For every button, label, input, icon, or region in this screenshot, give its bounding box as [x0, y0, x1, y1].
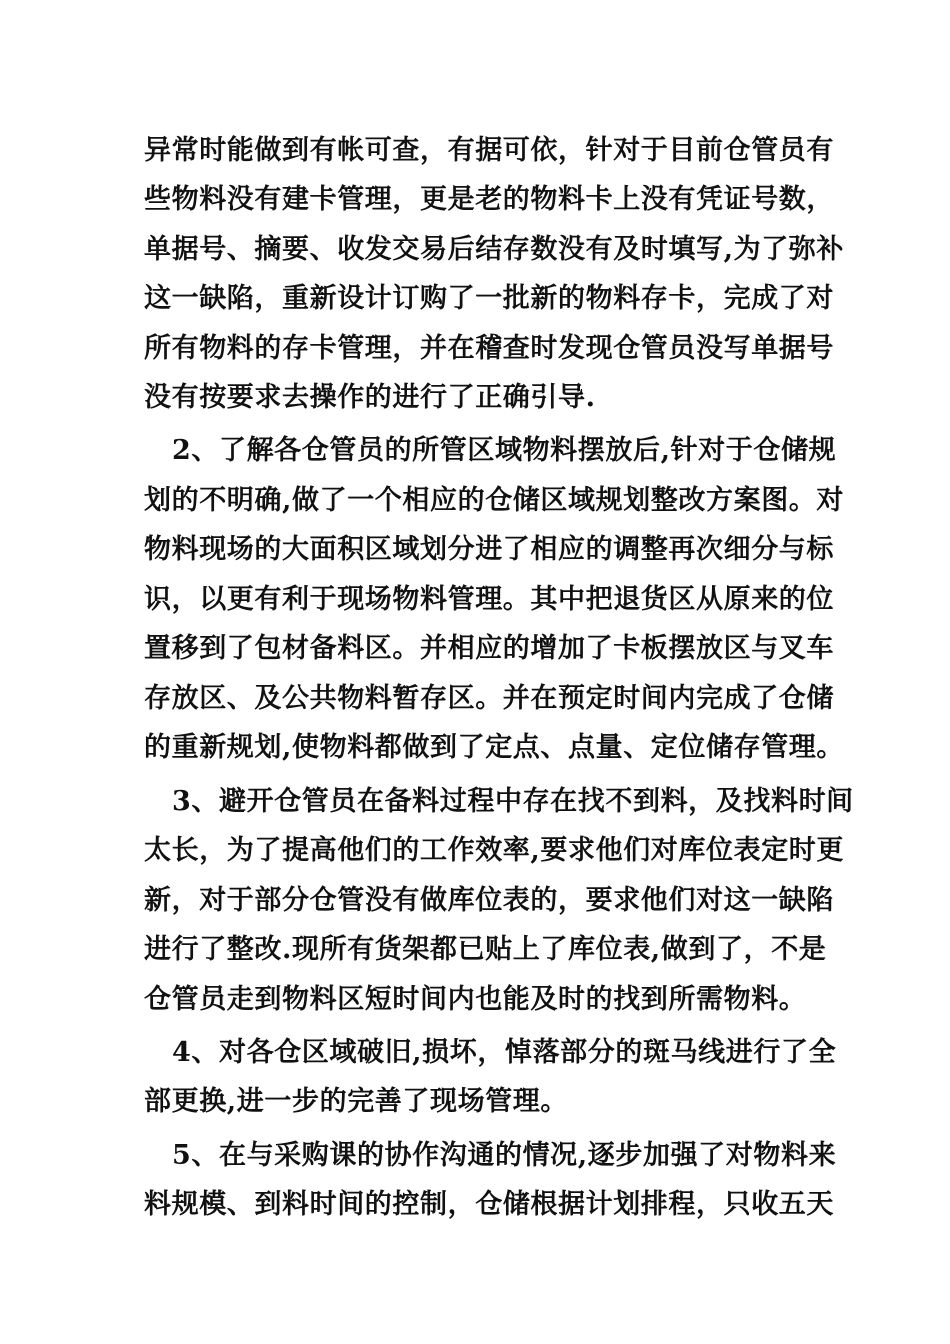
- paragraph-4-start: 4、对各仓区域破旧,损坏，悼落部分的斑马线进行了全: [172, 1037, 837, 1068]
- text-line: 存放区、及公共物料暂存区。并在预定时间内完成了仓储: [144, 683, 834, 714]
- text-line: 没有按要求去操作的进行了正确引导.: [144, 382, 596, 413]
- text-line: 仓管员走到物料区短时间内也能及时的找到所需物料。: [144, 984, 807, 1015]
- text-line: 单据号、摘要、收发交易后结存数没有及时填写,为了弥补: [144, 234, 844, 265]
- paragraph-5-start: 5、在与采购课的协作沟通的情况,逐步加强了对物料来: [172, 1140, 837, 1171]
- text-line: 料规模、到料时间的控制，仓储根据计划排程，只收五天: [144, 1189, 834, 1220]
- text-line: 进行了整改.现所有货架都已贴上了库位表,做到了，不是: [144, 934, 827, 965]
- paragraph-2-start: 2、了解各仓管员的所管区域物料摆放后,针对于仓储规: [172, 435, 837, 466]
- text-line: 异常时能做到有帐可查，有据可依，针对于目前仓管员有: [144, 135, 834, 166]
- text-line: 的重新规划,使物料都做到了定点、点量、定位储存管理。: [144, 732, 844, 763]
- text-line: 物料现场的大面积区域划分进了相应的调整再次细分与标: [144, 534, 834, 565]
- text-line: 部更换,进一步的完善了现场管理。: [144, 1086, 568, 1117]
- text-line: 置移到了包材备料区。并相应的增加了卡板摆放区与叉车: [144, 633, 834, 664]
- paragraph-3-start: 3、避开仓管员在备料过程中存在找不到料，及找料时间: [172, 786, 854, 817]
- text-line: 太长，为了提高他们的工作效率,要求他们对库位表定时更: [144, 835, 844, 866]
- text-line: 这一缺陷，重新设计订购了一批新的物料存卡，完成了对: [144, 283, 834, 314]
- text-line: 新，对于部分仓管没有做库位表的，要求他们对这一缺陷: [144, 885, 834, 916]
- text-line: 划的不明确,做了一个相应的仓储区域规划整改方案图。对: [144, 485, 844, 516]
- text-line: 些物料没有建卡管理，更是老的物料卡上没有凭证号数，: [144, 184, 834, 215]
- text-line: 所有物料的存卡管理，并在稽查时发现仓管员没写单据号: [144, 333, 834, 364]
- text-line: 识，以更有利于现场物料管理。其中把退货区从原来的位: [144, 584, 834, 615]
